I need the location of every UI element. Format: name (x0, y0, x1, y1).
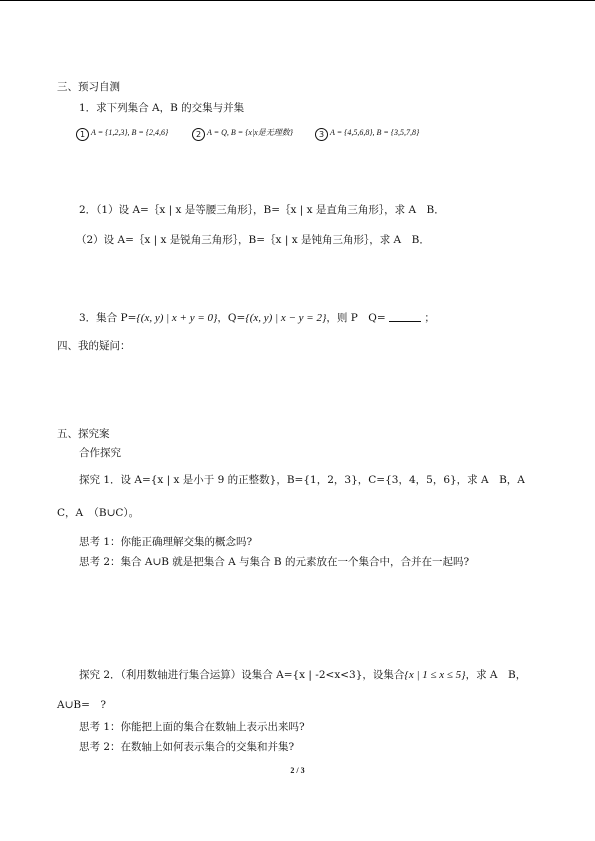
q3-line (79, 311, 435, 325)
explore2-line2: A∪B= ? (57, 699, 107, 711)
think4: 思考 2：在数轴上如何表示集合的交集和并集? (79, 741, 295, 753)
q2-part2: （2）设 A=｛x | x 是锐角三角形｝，B=｛x | x 是钝角三角形｝，求 A B． (76, 234, 430, 246)
q3-end: ； (424, 312, 435, 324)
q1-text: 1．求下列集合 A，B 的交集与并集 (79, 102, 245, 114)
explore2-prefix: 探究 2．（利用数轴进行集合运算）设集合 A={x | -2<x<3}，设集合 (79, 669, 405, 681)
think2: 思考 2：集合 A∪B 就是把集合 A 与集合 B 的元素放在一个集合中，合并在一起吗? (79, 556, 470, 568)
q3-mid: ，Q= (217, 312, 246, 324)
section3-heading: 三、预习自测 (57, 81, 120, 93)
q3-suffix: ，则 P Q= (326, 312, 386, 324)
q1-item-3 (315, 125, 419, 141)
think1: 思考 1：你能正确理解交集的概念吗? (79, 536, 253, 548)
section5-heading: 五、探究案 (57, 428, 110, 440)
q1-item-3-math: A = {4,5,6,8}, B = {3,5,7,8} (330, 128, 420, 137)
explore2-line1 (79, 668, 526, 682)
q3-q-set: {(x, y) | x − y = 2} (245, 312, 327, 324)
explore2-suffix: ，求 A B， (465, 669, 527, 681)
top-border-line (0, 0, 595, 1)
answer-blank[interactable] (389, 311, 421, 322)
explore1-line2: C，A （B∪C）。 (57, 507, 140, 519)
q1-item-1-math: A = {1,2,3}, B = {2,4,6} (91, 128, 169, 137)
circled-number-3: 3 (315, 128, 328, 141)
explore1-line1: 探究 1．设 A={x | x 是小于 9 的正整数}，B={1，2，3}，C={3，4，5，6}，求 A B，A (79, 474, 525, 486)
section4-heading: 四、我的疑问： (57, 340, 131, 352)
explore2-math: {x | 1 ≤ x ≤ 5} (404, 669, 466, 681)
page-number: 2 / 3 (290, 766, 305, 775)
circled-number-1: 1 (76, 128, 89, 141)
q3-prefix: 3．集合 P= (79, 312, 137, 324)
q1-item-2-math: A = Q, B = {x|x是无理数} (207, 128, 293, 137)
q1-item-1 (76, 125, 168, 141)
circled-number-2: 2 (192, 128, 205, 141)
think3: 思考 1：你能把上面的集合在数轴上表示出来吗? (79, 721, 305, 733)
section5-sub: 合作探究 (79, 447, 121, 459)
q1-item-2 (192, 125, 293, 141)
q2-part1: 2．（1）设 A=｛x | x 是等腰三角形｝，B=｛x | x 是直角三角形｝，求 A B． (79, 204, 445, 216)
q3-p-set: {(x, y) | x + y = 0} (136, 312, 218, 324)
